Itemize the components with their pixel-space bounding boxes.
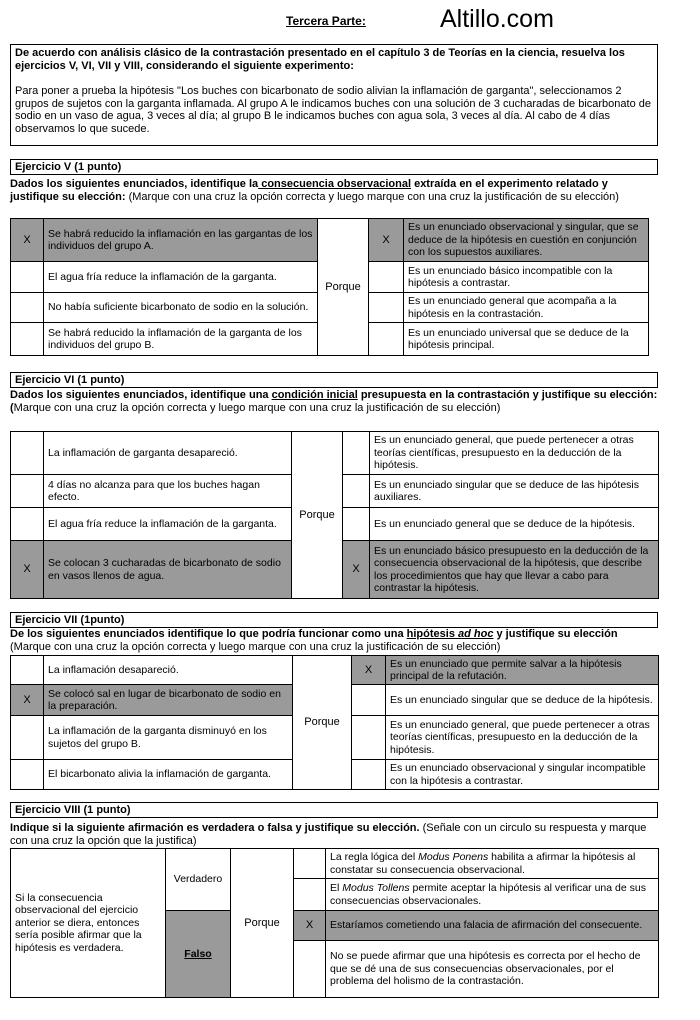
justification-cell[interactable]: Es un enunciado general, que puede pertenecer a otras teorías científicas, presupuesto en la deducción de la hipótesis.	[370, 432, 659, 475]
exercise-5-prompt: Dados los siguientes enunciados, identifique la consecuencia observacional extraída en el experimento relatado y justifique su elección: (Marque con una cruz la opción correcta y luego marque con una cruz la justificación de su elección)	[10, 178, 619, 203]
option-cell[interactable]: La inflamación de la garganta disminuyó en los sujetos del grupo B.	[44, 716, 293, 760]
justification-cell[interactable]: Es un enunciado básico incompatible con la hipótesis a contrastar.	[404, 262, 649, 293]
exercise-8-table	[10, 848, 659, 998]
justification-cell[interactable]: Es un enunciado universal que se deduce de la hipótesis principal.	[404, 323, 649, 356]
mark-cell[interactable]	[11, 293, 44, 323]
mark-cell[interactable]	[369, 262, 404, 293]
mark-cell[interactable]: X	[369, 219, 404, 262]
justification-cell[interactable]: La regla lógica del Modus Ponens habilita a afirmar la hipótesis al constatar su consecuencia observacional.	[326, 849, 659, 879]
mark-cell[interactable]	[11, 323, 44, 356]
exercise-6-title: Ejercicio VI (1 punto)	[10, 372, 658, 388]
justification-cell[interactable]: Es un enunciado general que acompaña a la hipótesis en la contrastación.	[404, 293, 649, 323]
mark-cell[interactable]	[11, 656, 44, 685]
option-cell[interactable]: Se habrá reducido la inflamación en las gargantas de los individuos del grupo A.	[44, 219, 318, 262]
option-cell[interactable]: El agua fría reduce la inflamación de la garganta.	[44, 508, 292, 541]
justification-cell[interactable]: Estaríamos cometiendo una falacia de afirmación del consecuente.	[326, 911, 659, 941]
justification-cell[interactable]: Es un enunciado general que se deduce de la hipótesis.	[370, 508, 659, 541]
porque-label: Porque	[292, 432, 343, 599]
exercise-8-prompt: Indique si la siguiente afirmación es verdadera o falsa y justifique su elección. (Señale con un circulo su respuesta y marque con una cruz la opción que la justifica)	[10, 822, 647, 847]
option-cell[interactable]: No había suficiente bicarbonato de sodio en la solución.	[44, 293, 318, 323]
justification-cell[interactable]: El Modus Tollens permite aceptar la hipótesis al verificar una de sus consecuencias observacionales.	[326, 879, 659, 911]
mark-cell[interactable]: X	[11, 219, 44, 262]
mark-cell[interactable]	[11, 716, 44, 760]
mark-cell[interactable]	[11, 262, 44, 293]
mark-cell[interactable]: X	[11, 685, 44, 716]
mark-cell[interactable]	[294, 849, 326, 879]
exercise-7-table	[10, 655, 659, 790]
justification-cell[interactable]: Es un enunciado observacional y singular, que se deduce de la hipótesis en cuestión en conjunción con los supuestos auxiliares.	[404, 219, 649, 262]
justification-cell[interactable]: Es un enunciado singular que se deduce de las hipótesis auxiliares.	[370, 475, 659, 508]
mark-cell[interactable]: X	[11, 541, 44, 599]
exercise-6-table	[10, 431, 659, 599]
intro-lead: De acuerdo con análisis clásico de la contrastación presentado en el capítulo 3 de Teorías en la ciencia, resuelva los ejercicios V, VI, VII y VIII, considerando el siguiente experimento:	[15, 47, 625, 72]
page-title: Tercera Parte:	[286, 14, 366, 28]
option-cell[interactable]: Se habrá reducido la inflamación de la garganta de los individuos del grupo B.	[44, 323, 318, 356]
exercise-5-table	[10, 218, 649, 356]
exercise-7-title: Ejercicio VII (1punto)	[10, 612, 658, 628]
mark-cell[interactable]	[352, 760, 386, 790]
mark-cell[interactable]	[369, 293, 404, 323]
watermark-logo: Altillo.com	[440, 5, 554, 33]
mark-cell[interactable]	[343, 432, 370, 475]
justification-cell[interactable]: Es un enunciado general, que puede pertenecer a otras teorías científicas, presupuesto en la deducción de la hipótesis.	[386, 716, 659, 760]
mark-cell[interactable]	[294, 879, 326, 911]
mark-cell[interactable]: X	[343, 541, 370, 599]
exercise-6-prompt: Dados los siguientes enunciados, identifique una condición inicial presupuesta en la contrastación y justifique su elección: (Marque con una cruz la opción correcta y luego marque con una cruz la justificación de su elección)	[10, 389, 658, 414]
mark-cell[interactable]	[11, 508, 44, 541]
exercise-5-title: Ejercicio V (1 punto)	[10, 159, 658, 175]
justification-cell[interactable]: Es un enunciado singular que se deduce de la hipótesis.	[386, 685, 659, 716]
option-cell[interactable]: Se colocan 3 cucharadas de bicarbonato de sodio en vasos llenos de agua.	[44, 541, 292, 599]
mark-cell[interactable]	[343, 475, 370, 508]
porque-label: Porque	[318, 219, 369, 356]
mark-cell[interactable]: X	[352, 656, 386, 685]
justification-cell[interactable]: Es un enunciado básico presupuesto en la deducción de la consecuencia observacional de la hipótesis, que describe los procedimientos que hay que llevar a cabo para contrastar la hipótesis.	[370, 541, 659, 599]
mark-cell[interactable]	[352, 716, 386, 760]
justification-cell[interactable]: Es un enunciado que permite salvar a la hipótesis principal de la refutación.	[386, 656, 659, 685]
option-cell[interactable]: 4 días no alcanza para que los buches hagan efecto.	[44, 475, 292, 508]
mark-cell[interactable]	[343, 508, 370, 541]
mark-cell[interactable]	[369, 323, 404, 356]
option-cell[interactable]: La inflamación de garganta desapareció.	[44, 432, 292, 475]
intro-box	[10, 44, 658, 146]
mark-cell[interactable]	[11, 475, 44, 508]
intro-body: Para poner a prueba la hipótesis "Los buches con bicarbonato de sodio alivian la inflamación de garganta", seleccionamos 2 grupos de sujetos con la garganta inflamada. Al grupo A le indicamos buches con una solución de 3 cucharadas de bicarbonato de sodio en un vaso de agua, 3 veces al día; al grupo B le indicamos buches con agua sola, 3 veces al día. Al cabo de 4 días observamos lo que sucede.	[15, 85, 651, 135]
mark-cell[interactable]	[11, 432, 44, 475]
falso-option[interactable]: Falso	[166, 911, 231, 998]
mark-cell[interactable]	[294, 941, 326, 998]
porque-label: Porque	[293, 656, 352, 790]
option-cell[interactable]: El agua fría reduce la inflamación de la garganta.	[44, 262, 318, 293]
option-cell[interactable]: El bicarbonato alivia la inflamación de garganta.	[44, 760, 293, 790]
option-cell[interactable]: La inflamación desapareció.	[44, 656, 293, 685]
mark-cell[interactable]	[352, 685, 386, 716]
porque-label: Porque	[231, 849, 294, 998]
justification-cell[interactable]: No se puede afirmar que una hipótesis es correcta por el hecho de que se dé una de sus consecuencias observacionales, por el problema del holismo de la contrastación.	[326, 941, 659, 998]
statement-cell: Si la consecuencia observacional del ejercicio anterior se diera, entonces sería posible afirmar que la hipótesis es verdadera.	[11, 849, 166, 998]
exercise-8-title: Ejercicio VIII (1 punto)	[10, 802, 658, 818]
exercise-7-prompt: De los siguientes enunciados identifique lo que podría funcionar como una hipótesis ad hoc y justifique su elección (Marque con una cruz la opción correcta y luego marque con una cruz la justificación de su elección)	[10, 628, 618, 653]
verdadero-option[interactable]: Verdadero	[166, 849, 231, 911]
mark-cell[interactable]: X	[294, 911, 326, 941]
justification-cell[interactable]: Es un enunciado observacional y singular incompatible con la hipótesis a contrastar.	[386, 760, 659, 790]
mark-cell[interactable]	[11, 760, 44, 790]
option-cell[interactable]: Se colocó sal en lugar de bicarbonato de sodio en la preparación.	[44, 685, 293, 716]
